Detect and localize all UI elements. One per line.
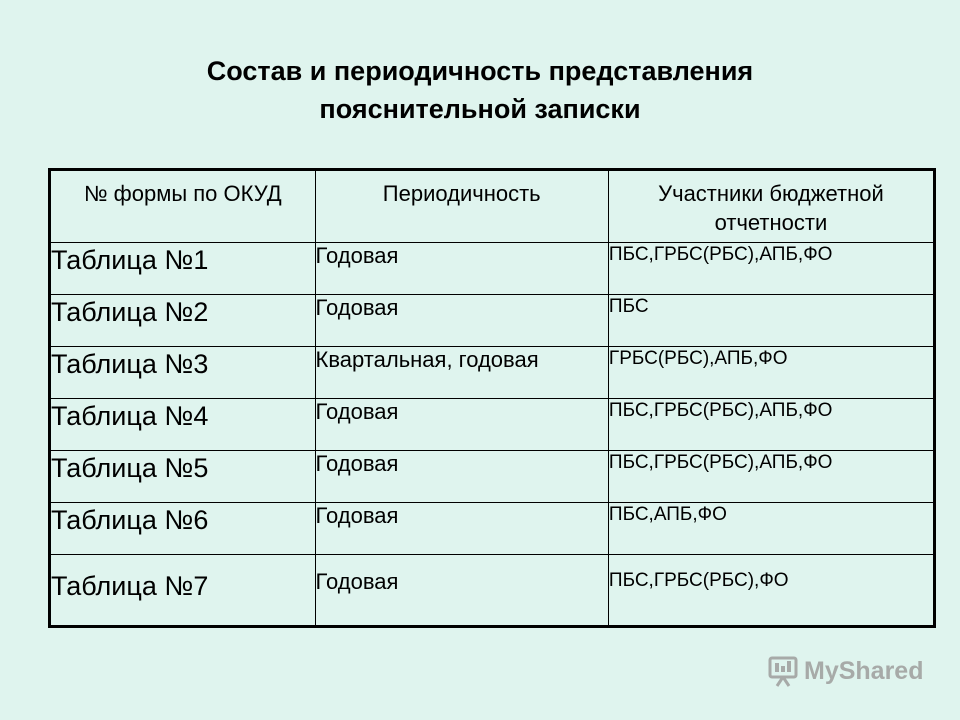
period-cell: Годовая — [315, 555, 608, 627]
participants-cell: ГРБС(РБС),АПБ,ФО — [608, 347, 934, 399]
period-cell: Квартальная, годовая — [315, 347, 608, 399]
participants-cell: ПБС,ГРБС(РБС),АПБ,ФО — [608, 399, 934, 451]
table-row — [50, 347, 935, 399]
table-row — [50, 451, 935, 503]
watermark-text: MyShared — [804, 656, 924, 685]
table-row — [50, 555, 935, 627]
form-cell: Таблица №4 — [50, 399, 316, 451]
form-cell: Таблица №3 — [50, 347, 316, 399]
watermark-logo — [768, 655, 923, 687]
presentation-board-icon — [768, 655, 798, 687]
header-periodicity: Периодичность — [315, 170, 608, 243]
period-cell: Годовая — [315, 399, 608, 451]
header-participants: Участники бюджетной отчетности — [608, 170, 934, 243]
table-row — [50, 503, 935, 555]
participants-cell: ПБС,ГРБС(РБС),ФО — [608, 555, 934, 627]
form-cell: Таблица №5 — [50, 451, 316, 503]
form-cell: Таблица №7 — [50, 555, 316, 627]
table-row — [50, 243, 935, 295]
header-form-number: № формы по ОКУД — [50, 170, 316, 243]
period-cell: Годовая — [315, 295, 608, 347]
participants-cell: ПБС,ГРБС(РБС),АПБ,ФО — [608, 451, 934, 503]
form-cell: Таблица №2 — [50, 295, 316, 347]
period-cell: Годовая — [315, 503, 608, 555]
table-row — [50, 295, 935, 347]
participants-cell: ПБС,АПБ,ФО — [608, 503, 934, 555]
periodicity-table — [48, 168, 936, 628]
form-cell: Таблица №6 — [50, 503, 316, 555]
title-line-2: пояснительной записки — [319, 94, 641, 124]
table-header-row — [50, 170, 935, 243]
page-title — [0, 52, 960, 128]
participants-cell: ПБС,ГРБС(РБС),АПБ,ФО — [608, 243, 934, 295]
form-cell: Таблица №1 — [50, 243, 316, 295]
period-cell: Годовая — [315, 451, 608, 503]
participants-cell: ПБС — [608, 295, 934, 347]
title-line-1: Состав и периодичность представления — [206, 56, 754, 86]
table-row — [50, 399, 935, 451]
period-cell: Годовая — [315, 243, 608, 295]
